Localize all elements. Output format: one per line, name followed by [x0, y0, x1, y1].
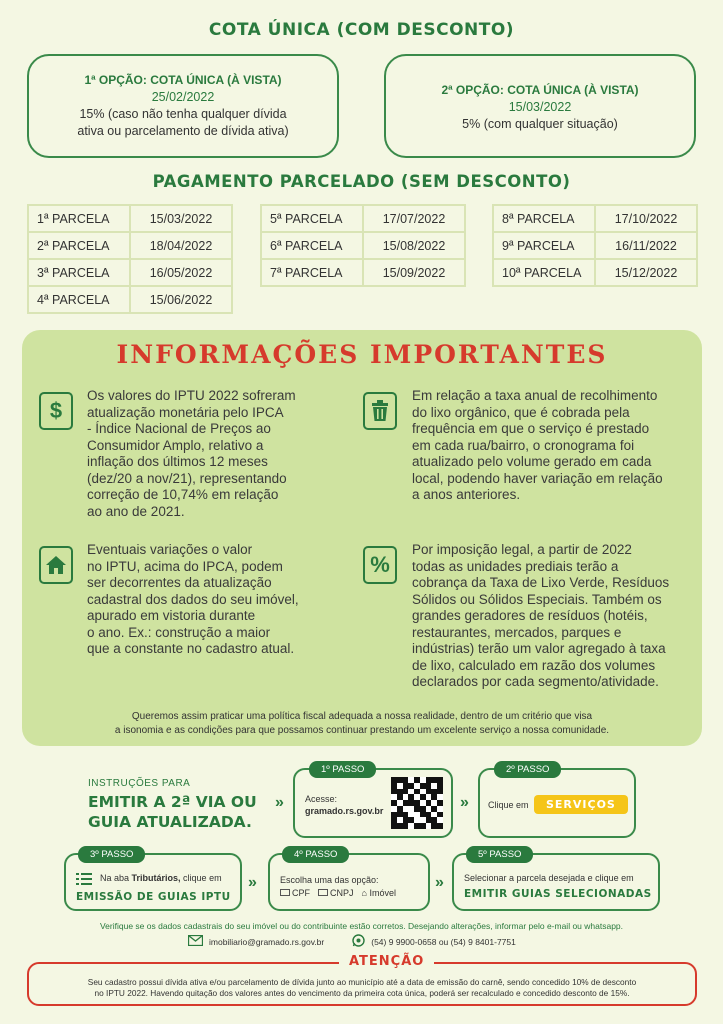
chevron-right-icon: »	[460, 794, 469, 811]
emissao-guias-link[interactable]: EMISSÃO DE GUIAS IPTU	[76, 891, 231, 903]
table-row	[261, 259, 465, 286]
text-line: inflação dos últimos 12 meses	[87, 454, 268, 469]
id-card-icon	[318, 889, 328, 896]
parcela-date: 17/10/2022	[595, 205, 697, 232]
step3-text	[100, 873, 222, 883]
table-row	[493, 259, 697, 286]
option1-box	[27, 54, 339, 158]
tributarios-tab-label: Tributários,	[131, 873, 181, 883]
info-block-variacao	[87, 542, 357, 658]
whatsapp-icon	[352, 934, 365, 949]
parcela-label: 2ª PARCELA	[28, 232, 130, 259]
parcela-date: 15/12/2022	[595, 259, 697, 286]
step4-tag: 4º PASSO	[282, 846, 349, 863]
step1-box	[293, 764, 453, 838]
text-line: (dez/20 a nov/21), representando	[87, 470, 287, 486]
parcela-date: 16/05/2022	[130, 259, 232, 286]
attention-box	[27, 954, 697, 1006]
instructions-title	[88, 792, 257, 832]
text-line: declarados por cada segmento/atividade.	[412, 674, 659, 689]
option1-desc-1: 15% (caso não tenha qualquer dívida	[79, 107, 287, 121]
parcela-label: 6ª PARCELA	[261, 232, 363, 259]
chevron-right-icon: »	[248, 874, 257, 891]
text-line: apurado em vistoria durante	[87, 608, 256, 623]
text-line: Consumidor Amplo, relativo a	[87, 437, 264, 453]
trash-icon	[363, 392, 397, 430]
parcela-label: 5ª PARCELA	[261, 205, 363, 232]
option-label: CPF	[292, 888, 310, 898]
parcela-label: 8ª PARCELA	[493, 205, 595, 232]
text-line: - Índice Nacional de Preços ao	[87, 421, 271, 436]
text-line: frequência em que o serviço é prestado	[412, 421, 650, 436]
text-line: atualizado pelo volume gerado em cada	[412, 454, 652, 469]
text-line: do lixo orgânico, que é cobrada pela	[412, 404, 630, 420]
parcelas-table-2	[260, 204, 466, 287]
imovel-option[interactable]	[362, 888, 396, 898]
cpf-option[interactable]	[280, 888, 310, 898]
info-footer	[22, 710, 702, 738]
text-line: Eventuais variações o valor	[87, 542, 253, 557]
option1-date: 25/02/2022	[151, 90, 215, 104]
emitir-guias-link[interactable]: EMITIR GUIAS SELECIONADAS	[464, 888, 652, 900]
step3-tag: 3º PASSO	[78, 846, 145, 863]
parcela-label: 10ª PARCELA	[493, 259, 595, 286]
info-block-lixo	[412, 388, 697, 504]
option-label: CNPJ	[330, 888, 354, 898]
parcela-date: 15/08/2022	[363, 232, 465, 259]
parcela-label: 1ª PARCELA	[28, 205, 130, 232]
step3-box	[64, 849, 242, 911]
text-line: Por imposição legal, a partir de 2022	[412, 542, 632, 557]
table-row	[28, 286, 232, 313]
table-row	[28, 205, 232, 232]
text-line: atualização monetária pelo IPCA	[87, 404, 284, 420]
text-line: que a constante no cadastro atual.	[87, 641, 295, 656]
option2-desc: 5% (com qualquer situação)	[462, 117, 618, 131]
list-icon	[76, 872, 92, 886]
text-line: Sólidos ou Sólidos Especiais. Também os	[412, 591, 662, 607]
parcela-date: 17/07/2022	[363, 205, 465, 232]
chevron-right-icon: »	[275, 794, 284, 811]
parcelas-table-3	[492, 204, 698, 287]
percent-icon: %	[363, 546, 397, 584]
step2-tag: 2º PASSO	[494, 761, 561, 778]
text-line: GUIA ATUALIZADA.	[88, 813, 252, 831]
step2-box	[478, 764, 636, 838]
text-line: a isonomia e as condições para que possamos continuar prestando um excelente serviço a nossa comunidade.	[114, 725, 610, 736]
option1-title: 1ª OPÇÃO: COTA ÚNICA (À VISTA)	[84, 73, 282, 87]
text-line: Em relação a taxa anual de recolhimento	[412, 388, 658, 403]
text-line: ao ano de 2021.	[87, 503, 185, 519]
option-label: Imóvel	[369, 888, 396, 898]
option2-box	[384, 54, 696, 158]
step4-box	[268, 849, 430, 911]
table-row	[261, 232, 465, 259]
verify-note: Verifique se os dados cadastrais do seu imóvel ou do contribuinte estão corretos. Desejando alterações, informar pelo e-mail ou whatsapp.	[99, 921, 624, 931]
text-line: no IPTU 2022. Havendo quitação dos valores antes do vencimento da primeira cota única, poderá ser recalculado e concedido desconto de 15%.	[94, 988, 630, 998]
step5-box	[452, 849, 660, 911]
cota-unica-title: COTA ÚNICA (COM DESCONTO)	[208, 20, 515, 40]
cnpj-option[interactable]	[318, 888, 354, 898]
table-row	[28, 259, 232, 286]
step5-tag: 5º PASSO	[466, 846, 533, 863]
text-line: o ano. Ex.: construção a maior	[87, 624, 271, 640]
parcela-date: 16/11/2022	[595, 232, 697, 259]
dollar-icon: $	[39, 392, 73, 430]
text-part: Na aba	[100, 873, 132, 883]
info-title: INFORMAÇÕES IMPORTANTES	[116, 340, 608, 369]
parcela-date: 15/03/2022	[130, 205, 232, 232]
home-icon: ⌂	[361, 888, 367, 898]
text-line: grandes geradores de resíduos (hotéis,	[412, 608, 648, 623]
chevron-right-icon: »	[435, 874, 444, 891]
text-line: EMITIR A 2ª VIA OU	[88, 793, 257, 811]
text-line: a anos anteriores.	[412, 487, 521, 502]
option1-desc-2: ativa ou parcelamento de dívida ativa)	[77, 124, 289, 138]
parcelas-table-1	[27, 204, 233, 314]
text-line: cadastral dos dados do seu imóvel,	[87, 591, 299, 607]
step4-options	[280, 888, 396, 898]
parcelado-title: PAGAMENTO PARCELADO (SEM DESCONTO)	[152, 172, 571, 191]
parcela-date: 18/04/2022	[130, 232, 232, 259]
info-block-ipca	[87, 388, 357, 520]
id-card-icon	[280, 889, 290, 896]
table-row	[28, 232, 232, 259]
email-link[interactable]: imobiliario@gramado.rs.gov.br	[209, 936, 325, 947]
info-panel	[22, 330, 702, 746]
text-line: indústrias) terão um valor agregado à taxa	[412, 641, 666, 656]
attention-text	[29, 977, 695, 999]
table-row	[493, 205, 697, 232]
text-line: no IPTU, acima do IPCA, podem	[87, 558, 283, 574]
parcela-label: 4ª PARCELA	[28, 286, 130, 313]
text-line: correção de 10,74% em relação	[87, 487, 279, 502]
phone-link[interactable]: (54) 9 9900-0658 ou (54) 9 8401-7751	[371, 936, 516, 947]
parcela-label: 3ª PARCELA	[28, 259, 130, 286]
text-line: ser decorrentes da atualização	[87, 575, 272, 590]
attention-title: ATENÇÃO	[339, 954, 434, 969]
servicos-button[interactable]: SERVIÇOS	[534, 795, 628, 814]
text-line: Os valores do IPTU 2022 sofreram	[87, 388, 296, 403]
text-line: todas as unidades prediais terão a	[412, 558, 619, 574]
step1-tag: 1º PASSO	[309, 761, 376, 778]
text-line: local, podendo haver variação em relação	[412, 470, 663, 486]
parcela-label: 7ª PARCELA	[261, 259, 363, 286]
step2-label: Clique em	[488, 800, 529, 810]
table-row	[493, 232, 697, 259]
qr-code-icon[interactable]	[391, 777, 443, 829]
step5-text: Selecionar a parcela desejada e clique em	[464, 873, 634, 883]
instructions-pre: INSTRUÇÕES PARA	[88, 778, 191, 789]
parcela-label: 9ª PARCELA	[493, 232, 595, 259]
info-block-lixo-verde	[412, 542, 697, 691]
option2-title: 2ª OPÇÃO: COTA ÚNICA (À VISTA)	[441, 83, 639, 97]
parcela-date: 15/09/2022	[363, 259, 465, 286]
text-line: Seu cadastro possui dívida ativa e/ou parcelamento de dívida junto ao município até a data de emissão do carnê, sendo concedido 10% de desconto	[87, 977, 637, 987]
text-line: cobrança da Taxa de Lixo Verde, Resíduos	[412, 575, 670, 590]
mail-icon	[188, 935, 203, 948]
house-icon	[39, 546, 73, 584]
text-line: restaurantes, mercados, parques e	[412, 624, 622, 640]
step1-site-link[interactable]: gramado.rs.gov.br	[305, 806, 384, 816]
step4-text: Escolha uma das opção:	[280, 875, 379, 885]
option2-date: 15/03/2022	[508, 100, 572, 114]
contact-row	[188, 934, 516, 949]
text-part: clique em	[180, 873, 222, 883]
parcela-date: 15/06/2022	[130, 286, 232, 313]
step1-label: Acesse:	[305, 794, 338, 804]
table-row	[261, 205, 465, 232]
text-line: Queremos assim praticar uma política fiscal adequada a nossa realidade, dentro de um critério que visa	[131, 711, 593, 722]
text-line: de lixo, calculado em razão dos volumes	[412, 657, 656, 673]
text-line: em cada rua/bairro, o cronograma foi	[412, 437, 635, 453]
